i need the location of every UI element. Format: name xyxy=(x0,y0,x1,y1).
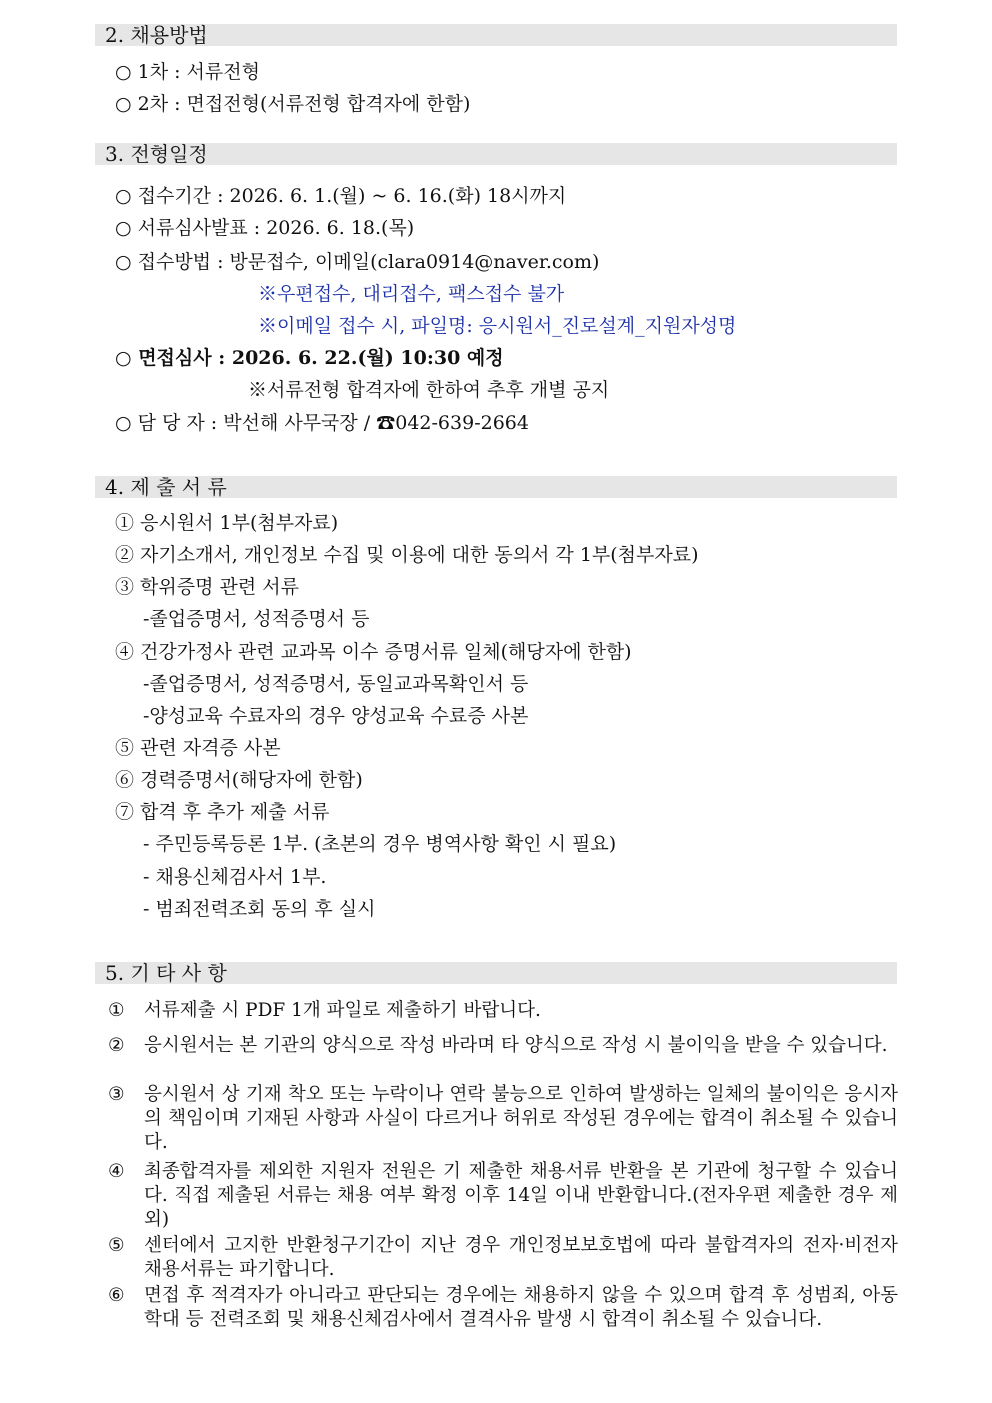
section-4-header: 4. 제 출 서 류 xyxy=(95,476,897,498)
sec5-item-text: 응시원서는 본 기관의 양식으로 작성 바라며 타 양식으로 작성 시 불이익을 받을 수 있습니다. xyxy=(144,1035,888,1056)
sec4-line: ⑦ 합격 후 추가 제출 서류 xyxy=(115,801,330,823)
section-5-header: 5. 기 타 사 항 xyxy=(95,962,897,984)
sec4-subline: - 범죄전력조회 동의 후 실시 xyxy=(143,898,376,920)
sec5-item-number: ② xyxy=(108,1035,125,1056)
sec5-item-number: ⑤ xyxy=(108,1235,125,1256)
sec5-item xyxy=(108,1284,898,1332)
sec4-line: ④ 건강가정사 관련 교과목 이수 증명서류 일체(해당자에 한함) xyxy=(115,641,632,663)
sec5-item-text: 면접 후 적격자가 아니라고 판단되는 경우에는 채용하지 않을 수 있으며 합격 후 성범죄, 아동학대 등 전력조회 및 채용신체검사에서 결격사유 발생 시 합격이 취소될 수 있습니다. xyxy=(144,1285,898,1330)
sec5-item xyxy=(108,1234,898,1282)
sec4-line: ③ 학위증명 관련 서류 xyxy=(115,576,299,598)
sec4-subline: - 채용신체검사서 1부. xyxy=(143,866,327,888)
sec3-reception: ○ 접수기간 : 2026. 6. 1.(월) ~ 6. 16.(화) 18시까지 xyxy=(115,185,567,207)
sec5-item-text: 응시원서 상 기재 착오 또는 누락이나 연락 불능으로 인하여 발생하는 일체의 불이익은 응시자의 책임이며 기재된 사항과 사실이 다르거나 허위로 작성된 경우에는 합격이 취소될 수 있습니다. xyxy=(144,1084,898,1153)
sec4-line: ① 응시원서 1부(첨부자료) xyxy=(115,512,339,534)
section-2-header: 2. 채용방법 xyxy=(95,24,897,46)
sec5-item xyxy=(108,1083,898,1155)
sec5-item-text: 최종합격자를 제외한 지원자 전원은 기 제출한 채용서류 반환을 본 기관에 청구할 수 있습니다. 직접 제출된 서류는 채용 여부 확정 이후 14일 이내 반환합니다.(전자우편 제출한 경우 제외) xyxy=(144,1161,898,1230)
sec3-note-1: ※우편접수, 대리접수, 팩스접수 불가 xyxy=(258,283,565,305)
sec3-announce: ○ 서류심사발표 : 2026. 6. 18.(목) xyxy=(115,217,415,239)
sec2-item-1: ○ 1차 : 서류전형 xyxy=(115,61,260,83)
sec3-note-2: ※이메일 접수 시, 파일명: 응시원서_진로설계_지원자성명 xyxy=(258,315,737,337)
section-3-header: 3. 전형일정 xyxy=(95,143,897,165)
sec5-item-number: ③ xyxy=(108,1084,125,1105)
sec3-interview-note: ※서류전형 합격자에 한하여 추후 개별 공지 xyxy=(248,379,610,401)
sec5-item xyxy=(108,1160,898,1232)
sec5-item-number: ⑥ xyxy=(108,1285,125,1306)
sec5-item xyxy=(108,1034,898,1058)
sec3-contact: ○ 담 당 자 : 박선해 사무국장 / ☎042-639-2664 xyxy=(115,412,529,434)
sec4-line: ⑤ 관련 자격증 사본 xyxy=(115,737,281,759)
sec3-interview: ○ 면접심사 : 2026. 6. 22.(월) 10:30 예정 xyxy=(115,347,504,369)
sec4-subline: - 주민등록등론 1부. (초본의 경우 병역사항 확인 시 필요) xyxy=(143,833,617,855)
sec5-item-number: ④ xyxy=(108,1161,125,1182)
sec4-subline: -양성교육 수료자의 경우 양성교육 수료증 사본 xyxy=(143,705,529,727)
sec5-item-number: ① xyxy=(108,1000,125,1021)
sec5-item-text: 센터에서 고지한 반환청구기간이 지난 경우 개인정보보호법에 따라 불합격자의 전자·비전자 채용서류는 파기합니다. xyxy=(144,1235,898,1280)
sec4-subline: -졸업증명서, 성적증명서 등 xyxy=(143,608,370,630)
sec3-method: ○ 접수방법 : 방문접수, 이메일(clara0914@naver.com) xyxy=(115,251,600,273)
sec4-line: ⑥ 경력증명서(해당자에 한함) xyxy=(115,769,363,791)
sec4-subline: -졸업증명서, 성적증명서, 동일교과목확인서 등 xyxy=(143,673,529,695)
sec4-line: ② 자기소개서, 개인정보 수집 및 이용에 대한 동의서 각 1부(첨부자료) xyxy=(115,544,699,566)
sec2-item-2: ○ 2차 : 면접전형(서류전형 합격자에 한함) xyxy=(115,93,471,115)
sec5-item xyxy=(108,999,898,1023)
sec5-item-text: 서류제출 시 PDF 1개 파일로 제출하기 바랍니다. xyxy=(144,1000,541,1021)
